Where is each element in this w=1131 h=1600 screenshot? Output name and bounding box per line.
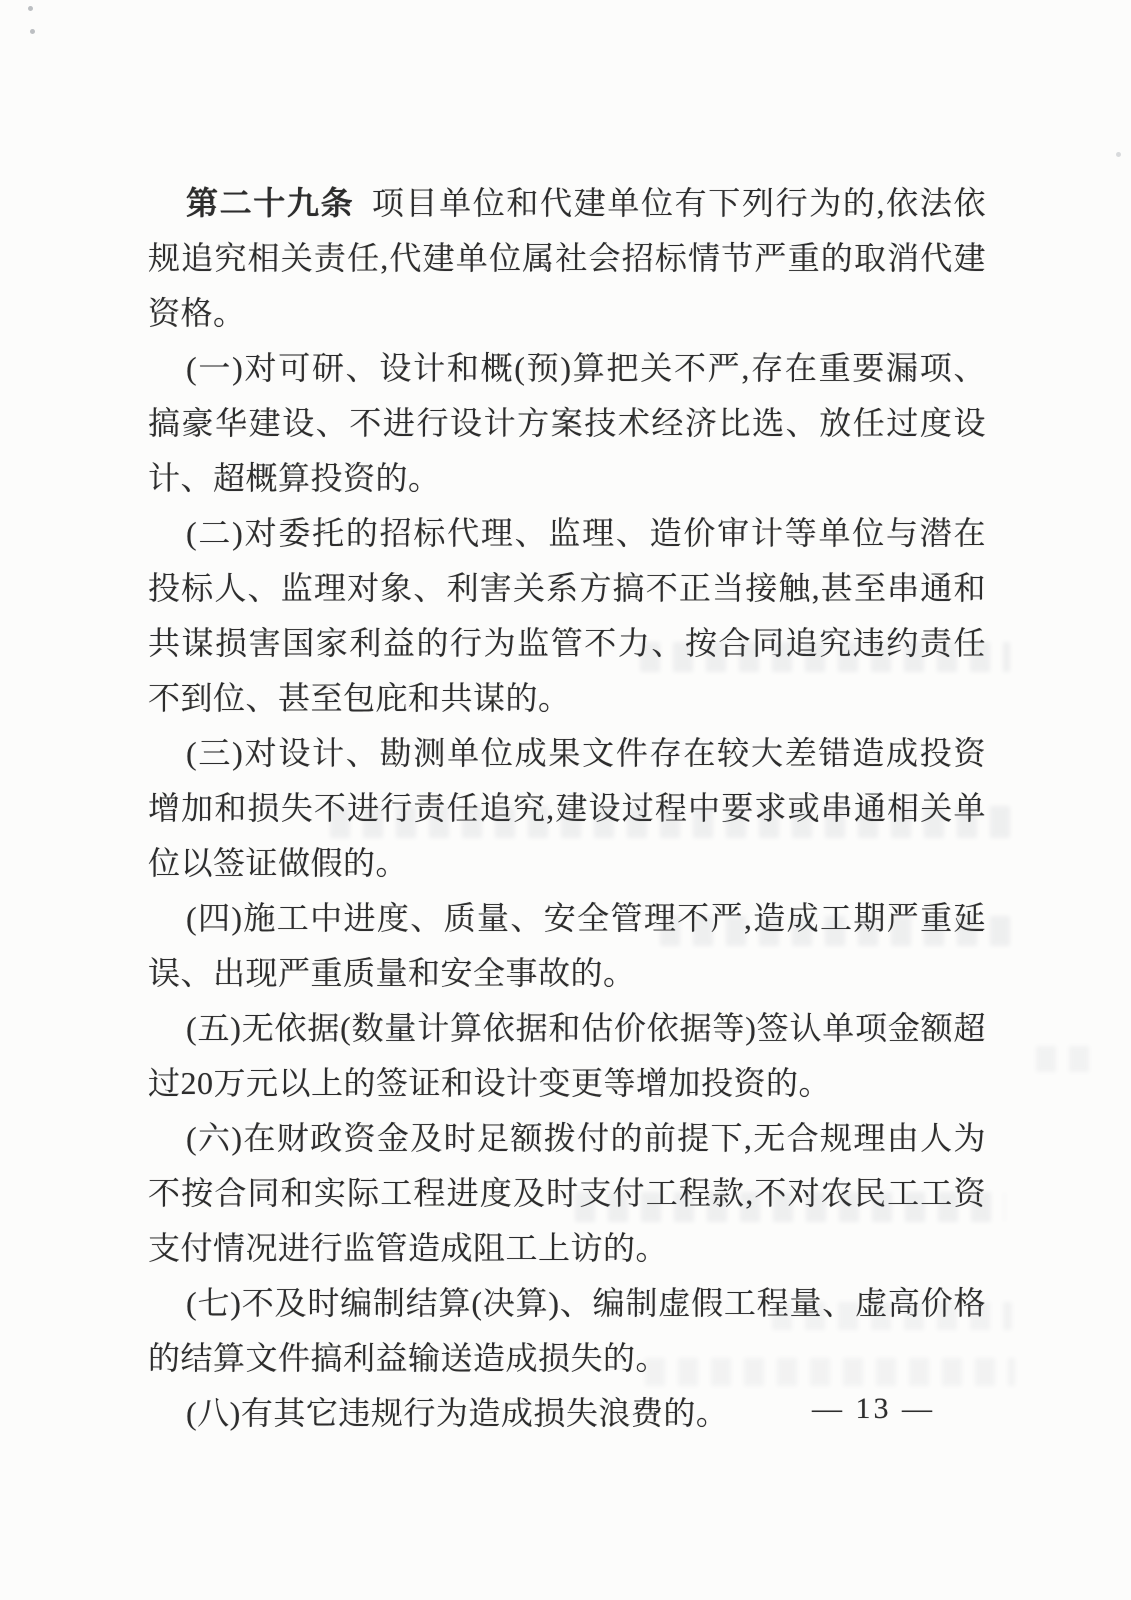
scan-speck — [1116, 152, 1121, 157]
bleedthrough-artifact — [645, 1358, 1015, 1386]
list-item-3: (三)对设计、勘测单位成果文件存在较大差错造成投资增加和损失不进行责任追究,建设过程中要求或串通相关单位以签证做假的。 — [148, 735, 986, 881]
list-item-8: (八)有其它违规行为造成损失浪费的。 — [186, 1395, 729, 1431]
bleedthrough-artifact — [1036, 1046, 1098, 1072]
scan-speck — [30, 29, 35, 34]
list-item-5: (五)无依据(数量计算依据和估价依据等)签认单项金额超过20万元以上的签证和设计变更等增加投资的。 — [148, 1010, 986, 1101]
article-number-label: 第二十九条 — [186, 185, 355, 221]
bleedthrough-artifact — [640, 642, 1010, 672]
article-paragraph — [148, 176, 986, 341]
list-item-6: (六)在财政资金及时足额拨付的前提下,无合规理由人为不按合同和实际工程进度及时支付工程款,不对农民工工资支付情况进行监管造成阻工上访的。 — [148, 1120, 986, 1266]
bleedthrough-artifact — [330, 806, 1010, 838]
bleedthrough-artifact — [660, 916, 1010, 946]
list-item-1: (一)对可研、设计和概(预)算把关不严,存在重要漏项、搞豪华建设、不进行设计方案技术经济比选、放任过度设计、超概算投资的。 — [148, 350, 986, 496]
bleedthrough-artifact — [772, 1302, 1012, 1330]
bleedthrough-artifact — [575, 1192, 1005, 1222]
list-item-2: (二)对委托的招标代理、监理、造价审计等单位与潜在投标人、监理对象、利害关系方搞不正当接触,甚至串通和共谋损害国家利益的行为监管不力、按合同追究违约责任不到位、甚至包庇和共谋的。 — [148, 515, 986, 716]
page-number: — 13 — — [812, 1392, 935, 1425]
list-item-7: (七)不及时编制结算(决算)、编制虚假工程量、虚高价格的结算文件搞利益输送造成损失的。 — [148, 1285, 986, 1376]
scan-speck — [28, 6, 33, 11]
article-intro-text: 项目单位和代建单位有下列行为的,依法依规追究相关责任,代建单位属社会招标情节严重的取消代建资格。 — [148, 185, 986, 331]
list-item-4: (四)施工中进度、质量、安全管理不严,造成工期严重延误、出现严重质量和安全事故的。 — [148, 900, 986, 991]
